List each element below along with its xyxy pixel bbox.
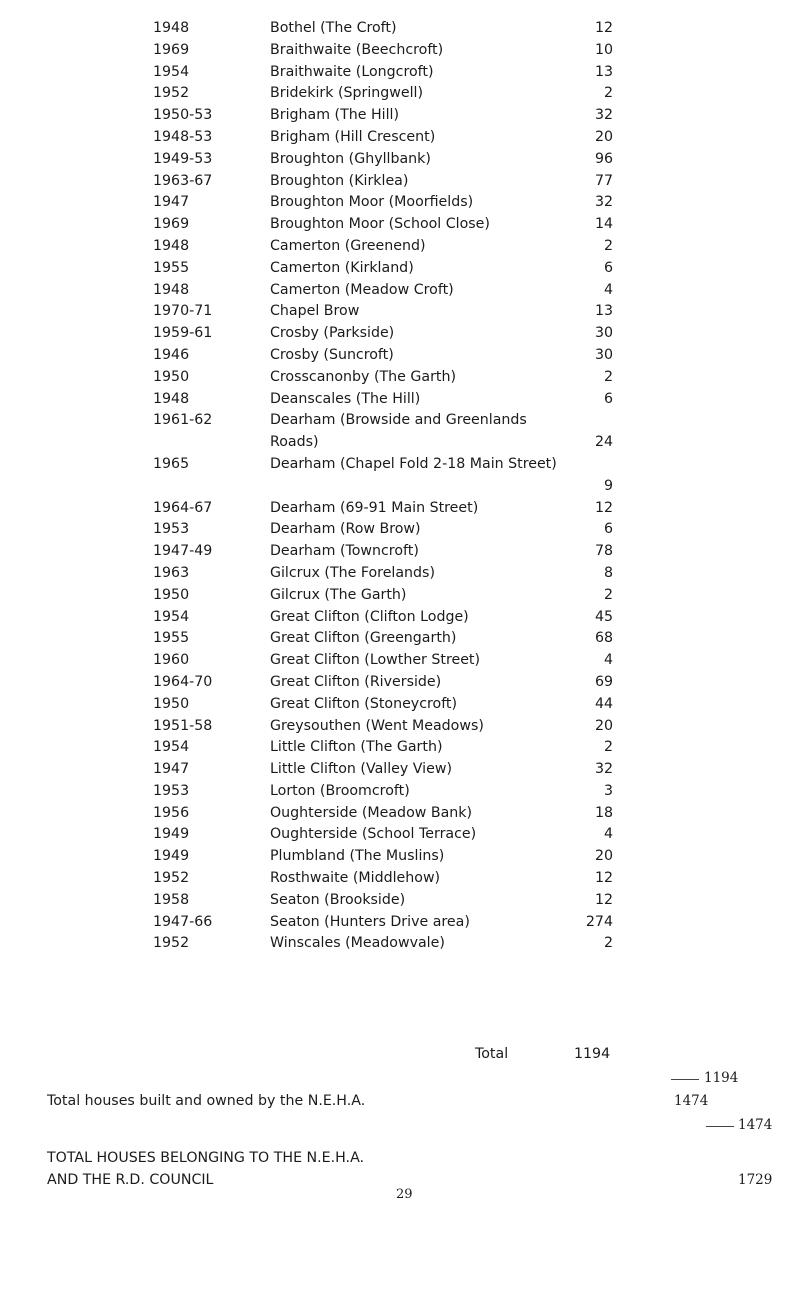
row-year: 1952: [153, 85, 190, 102]
row-location: Oughterside (Meadow Bank): [270, 804, 473, 821]
table-row: [0, 367, 801, 389]
row-count: 20: [594, 848, 613, 865]
table-row: [0, 607, 801, 629]
row-count: 44: [594, 695, 613, 712]
row-year: 1958: [153, 891, 190, 908]
row-location: Broughton (Kirklea): [270, 172, 409, 189]
total-value: 1194: [574, 1046, 611, 1062]
table-row: [0, 389, 801, 411]
row-count: 96: [594, 150, 613, 167]
row-year: 1950: [153, 586, 190, 603]
row-year: 1964-70: [153, 673, 213, 690]
row-location: Gilcrux (The Forelands): [270, 564, 435, 581]
table-row: [0, 541, 801, 563]
table-row: [0, 672, 801, 694]
row-year: 1954: [153, 608, 190, 625]
row-year: 1948-53: [153, 128, 213, 145]
row-year: 1949-53: [153, 150, 213, 167]
carried-total: 1194: [704, 1070, 739, 1086]
row-location: Camerton (Kirkland): [270, 259, 414, 276]
table-row: [0, 585, 801, 607]
row-count: 12: [594, 870, 613, 887]
row-year: 1952: [153, 870, 190, 887]
row-location: Plumbland (The Muslins): [270, 848, 445, 865]
row-count: 20: [594, 717, 613, 734]
table-row: [0, 410, 801, 454]
row-location: Brigham (The Hill): [270, 107, 399, 124]
row-count: 69: [594, 673, 613, 690]
row-count: 32: [594, 194, 613, 211]
row-count: 24: [594, 434, 613, 451]
table-row: [0, 258, 801, 280]
table-row: [0, 716, 801, 738]
table-row: [0, 127, 801, 149]
row-count: 6: [603, 390, 613, 407]
row-location: Brigham (Hill Crescent): [270, 128, 436, 145]
row-count: 6: [603, 259, 613, 276]
row-count: 14: [594, 216, 613, 233]
table-row: [0, 280, 801, 302]
row-count: 2: [603, 586, 613, 603]
row-year: 1953: [153, 782, 190, 799]
table-row: [0, 18, 801, 40]
row-location: Great Clifton (Greengarth): [270, 630, 457, 647]
table-row: [0, 563, 801, 585]
table-row: [0, 323, 801, 345]
row-location: Dearham (Towncroft): [270, 543, 419, 560]
row-count: 30: [594, 325, 613, 342]
row-location: Dearham (69-91 Main Street): [270, 499, 479, 516]
row-location: Winscales (Meadowvale): [270, 935, 445, 952]
row-year: 1965: [153, 455, 190, 472]
row-count: 45: [594, 608, 613, 625]
table-row: [0, 214, 801, 236]
row-location: Dearham (Browside and Greenlands Roads): [270, 412, 527, 451]
neha-value: 1474: [674, 1093, 709, 1109]
row-count: 4: [603, 826, 613, 843]
neha-label: Total houses built and owned by the N.E.H.A.: [47, 1093, 366, 1109]
table-row: [0, 301, 801, 323]
table-row: [0, 628, 801, 650]
table-row: [0, 759, 801, 781]
row-count: 77: [594, 172, 613, 189]
row-location: Gilcrux (The Garth): [270, 586, 407, 603]
row-count: 13: [594, 303, 613, 320]
row-year: 1955: [153, 630, 190, 647]
row-count: 4: [603, 281, 613, 298]
row-year: 1947-66: [153, 913, 213, 930]
row-year: 1969: [153, 216, 190, 233]
grand-label-line2: AND THE R.D. COUNCIL: [47, 1172, 214, 1188]
table-row: [0, 912, 801, 934]
row-year: 1949: [153, 826, 190, 843]
row-count: 274: [585, 913, 613, 930]
row-location: Great Clifton (Riverside): [270, 673, 442, 690]
table-row: [0, 40, 801, 62]
row-year: 1953: [153, 521, 190, 538]
row-location: Seaton (Hunters Drive area): [270, 913, 470, 930]
row-location: Deanscales (The Hill): [270, 390, 421, 407]
row-count: 32: [594, 761, 613, 778]
row-year: 1961-62: [153, 412, 213, 429]
table-row: [0, 890, 801, 912]
row-count: 12: [594, 499, 613, 516]
row-year: 1947-49: [153, 543, 213, 560]
row-year: 1954: [153, 739, 190, 756]
grand-label-line1: TOTAL HOUSES BELONGING TO THE N.E.H.A.: [47, 1150, 365, 1166]
row-year: 1952: [153, 935, 190, 952]
grand-subtotal: 1474: [738, 1117, 773, 1133]
row-count: 32: [594, 107, 613, 124]
page-number: 29: [396, 1187, 413, 1202]
row-count: 10: [594, 41, 613, 58]
row-year: 1950: [153, 368, 190, 385]
table-row: [0, 192, 801, 214]
table-row: [0, 105, 801, 127]
row-year: 1951-58: [153, 717, 213, 734]
row-count: 9: [603, 477, 613, 494]
row-count: 12: [594, 20, 613, 36]
row-year: 1955: [153, 259, 190, 276]
row-count: 18: [594, 804, 613, 821]
table-row: [0, 345, 801, 367]
row-count: 13: [594, 63, 613, 80]
row-location: Dearham (Chapel Fold 2-18 Main Street): [270, 455, 557, 472]
table-row: [0, 498, 801, 520]
row-location: Chapel Brow: [270, 303, 360, 320]
row-year: 1963-67: [153, 172, 213, 189]
row-count: 8: [603, 564, 613, 581]
table-row: [0, 171, 801, 193]
table-row: [0, 737, 801, 759]
table-row: [0, 519, 801, 541]
row-location: Camerton (Greenend): [270, 237, 426, 254]
row-location: Bothel (The Croft): [270, 20, 397, 36]
row-year: 1948: [153, 390, 190, 407]
table-row: [0, 781, 801, 803]
row-count: 78: [594, 543, 613, 560]
row-year: 1970-71: [153, 303, 213, 320]
row-location: Rosthwaite (Middlehow): [270, 870, 441, 887]
table-row: [0, 83, 801, 105]
row-location: Braithwaite (Beechcroft): [270, 41, 444, 58]
row-location: Broughton (Ghyllbank): [270, 150, 431, 167]
table-row: [0, 868, 801, 890]
row-location: Oughterside (School Terrace): [270, 826, 477, 843]
row-location: Little Clifton (The Garth): [270, 739, 443, 756]
row-year: 1950: [153, 695, 190, 712]
row-location: Great Clifton (Lowther Street): [270, 652, 481, 669]
row-location: Lorton (Broomcroft): [270, 782, 410, 799]
row-year: 1969: [153, 41, 190, 58]
row-count: 2: [603, 85, 613, 102]
row-location: Crosby (Parkside): [270, 325, 395, 342]
row-location: Camerton (Meadow Croft): [270, 281, 454, 298]
rule-line: [706, 1126, 734, 1127]
row-count: 3: [603, 782, 613, 799]
row-year: 1956: [153, 804, 190, 821]
row-year: 1947: [153, 761, 190, 778]
row-year: 1946: [153, 346, 190, 363]
table-row: [0, 694, 801, 716]
row-location: Little Clifton (Valley View): [270, 761, 452, 778]
table-row: [0, 803, 801, 825]
total-label: Total: [475, 1046, 509, 1062]
row-year: 1948: [153, 237, 190, 254]
row-location: Broughton Moor (Moorfields): [270, 194, 474, 211]
row-count: 2: [603, 739, 613, 756]
table-row: [0, 933, 801, 955]
row-count: 2: [603, 237, 613, 254]
table-row: [0, 650, 801, 672]
row-year: 1948: [153, 20, 190, 36]
row-year: 1959-61: [153, 325, 213, 342]
row-count: 2: [603, 368, 613, 385]
row-year: 1949: [153, 848, 190, 865]
row-year: 1963: [153, 564, 190, 581]
row-location: Bridekirk (Springwell): [270, 85, 424, 102]
rule-line: [671, 1079, 699, 1080]
row-location: Braithwaite (Longcroft): [270, 63, 434, 80]
row-count: 2: [603, 935, 613, 952]
row-location: Broughton Moor (School Close): [270, 216, 490, 233]
row-count: 12: [594, 891, 613, 908]
row-year: 1954: [153, 63, 190, 80]
table-row: [0, 824, 801, 846]
row-count: 6: [603, 521, 613, 538]
housing-table: [0, 18, 801, 955]
row-location: Crosscanonby (The Garth): [270, 368, 457, 385]
row-location: Crosby (Suncroft): [270, 346, 394, 363]
row-location: Seaton (Brookside): [270, 891, 406, 908]
row-year: 1960: [153, 652, 190, 669]
row-year: 1948: [153, 281, 190, 298]
row-location: Dearham (Row Brow): [270, 521, 421, 538]
row-count: 68: [594, 630, 613, 647]
table-row: [0, 149, 801, 171]
row-count: 4: [603, 652, 613, 669]
row-location: Great Clifton (Stoneycroft): [270, 695, 458, 712]
row-location: Greysouthen (Went Meadows): [270, 717, 484, 734]
row-year: 1964-67: [153, 499, 213, 516]
table-row: [0, 846, 801, 868]
row-count: 20: [594, 128, 613, 145]
table-row: [0, 454, 801, 498]
row-location: Great Clifton (Clifton Lodge): [270, 608, 469, 625]
grand-total: 1729: [738, 1172, 773, 1188]
row-year: 1950-53: [153, 107, 213, 124]
table-row: [0, 62, 801, 84]
row-year: 1947: [153, 194, 190, 211]
table-row: [0, 236, 801, 258]
row-count: 30: [594, 346, 613, 363]
